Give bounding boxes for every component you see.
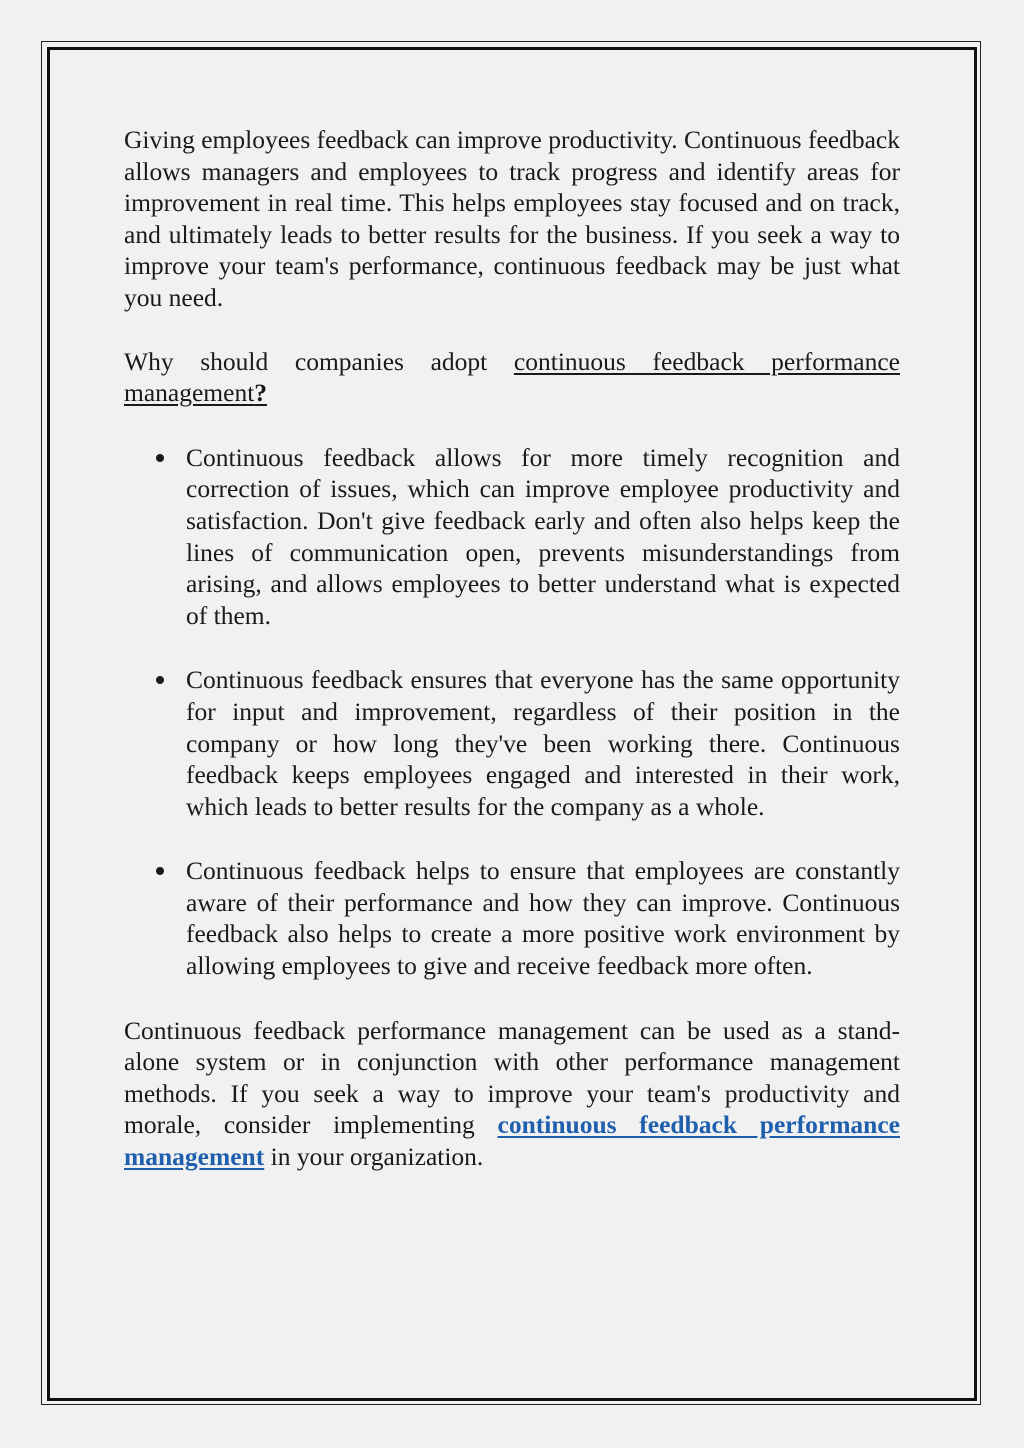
list-item: Continuous feedback ensures that everyone has the same opportunity for input and improvement, regardless of their position in the company or how long they've been working there. Continuous feedback keeps employees engaged and interested in their work, which leads to better results for the company as a whole. bbox=[186, 665, 900, 821]
conclusion-paragraph bbox=[124, 1015, 900, 1173]
conclusion-link[interactable]: continuous feedback performance management bbox=[124, 1110, 901, 1172]
conclusion-suffix: in your organization. bbox=[264, 1142, 484, 1172]
document-body bbox=[124, 124, 900, 1205]
list-item: Continuous feedback helps to ensure that employees are constantly aware of their performance and how they can improve. Continuous feedback also helps to create a more positive work environment by allowing employees to give and receive feedback more often. bbox=[186, 856, 900, 981]
intro-paragraph: Giving employees feedback can improve productivity. Continuous feedback allows managers and employees to track progress and identify areas for improvement in real time. This helps employees stay focused and on track, and ultimately leads to better results for the business. If you seek a way to improve your team's performance, continuous feedback may be just what you need. bbox=[124, 125, 900, 312]
question-link[interactable]: continuous feedback performance management bbox=[124, 346, 900, 408]
question-prefix: Why should companies adopt bbox=[124, 346, 514, 376]
question-heading bbox=[124, 346, 900, 409]
question-mark: ? bbox=[254, 378, 268, 408]
list-item: Continuous feedback allows for more timely recognition and correction of issues, which can improve employee productivity and satisfaction. Don't give feedback early and often also helps keep the lines of communication open, prevents misunderstandings from arising, and allows employees to better understand what is expected of them. bbox=[186, 442, 900, 630]
conclusion-prefix: Continuous feedback performance management can be used as a stand-alone system or in conjunction with other performance management methods. If you seek a way to improve your team's productivity and morale, consider implementing bbox=[124, 1015, 900, 1140]
benefits-list bbox=[124, 442, 900, 982]
